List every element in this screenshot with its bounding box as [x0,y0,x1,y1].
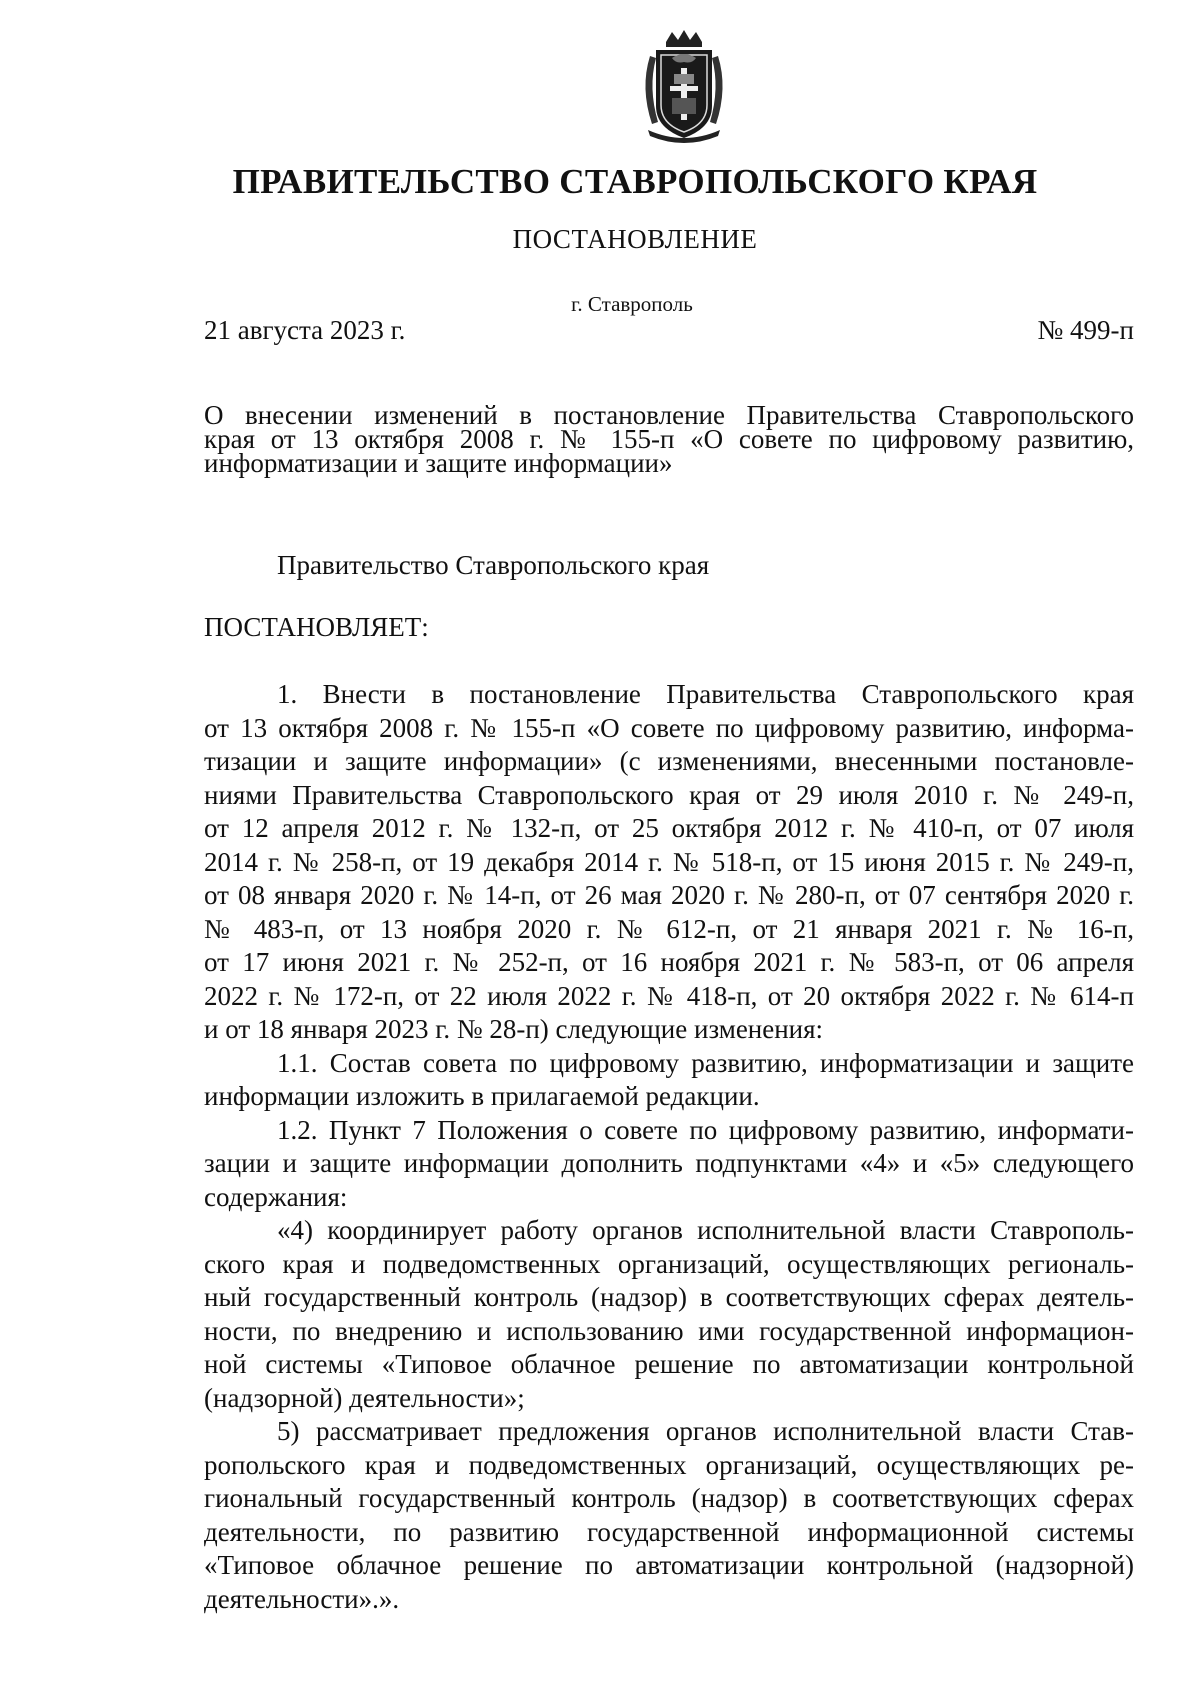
body-line: содержания: [204,1181,348,1212]
document-date: 21 августа 2023 г. [204,315,406,345]
document-subject [204,400,1134,478]
body-line: «Типовое облачное решение по автоматизации контрольной (надзорной) [204,1550,1134,1580]
body-line: информации изложить в прилагаемой редакции. [204,1081,760,1111]
body-line: (надзорной) деятельности»; [204,1382,525,1413]
subject-line: края от 13 октября 2008 г. № 155-п «О совете по цифровому развитию, [204,424,1134,454]
coat-of-arms-icon [636,28,732,148]
preamble-government: Правительство Ставропольского края [277,550,710,580]
body-line: ропольского края и подведомственных организаций, осуществляющих ре- [204,1449,1134,1480]
body-line: от 17 июня 2021 г. № 252-п, от 16 ноября 2021 г. № 583-п, от 06 апреля [204,947,1134,977]
body-line: ности, по внедрению и использованию ими государственной информацион- [204,1315,1134,1346]
document-body [204,678,1134,1616]
body-line: 1.1. Состав совета по цифровому развитию, информатизации и защите [277,1047,1134,1078]
body-line: деятельности».». [204,1583,400,1614]
organization-title: ПРАВИТЕЛЬСТВО СТАВРОПОЛЬСКОГО КРАЯ [232,162,1038,201]
body-line: ниями Правительства Ставропольского края от 29 июля 2010 г. № 249-п, [204,779,1134,810]
subject-line: О внесении изменений в постановление Правительства Ставропольского [204,400,1134,430]
preamble-decrees: ПОСТАНОВЛЯЕТ: [204,612,429,642]
subject-line: информатизации и защите информации» [204,448,673,478]
body-line: № 483-п, от 13 ноября 2020 г. № 612-п, от 21 января 2021 г. № 16-п, [204,913,1134,944]
body-line: и от 18 января 2023 г. № 28-п) следующие изменения: [204,1014,824,1044]
body-line: от 12 апреля 2012 г. № 132-п, от 25 октября 2012 г. № 410-п, от 07 июля [204,813,1134,843]
body-line: деятельности, по развитию государственной информационной системы [204,1516,1134,1547]
issuing-city: г. Ставрополь [571,292,693,316]
body-line: «4) координирует работу органов исполнительной власти Ставрополь- [277,1215,1134,1245]
body-line: от 08 января 2020 г. № 14-п, от 26 мая 2020 г. № 280-п, от 07 сентября 2020 г. [204,880,1134,910]
body-line: 1.2. Пункт 7 Положения о совете по цифровому развитию, информати- [277,1114,1134,1145]
body-line: 1. Внести в постановление Правительства Ставропольского края [277,679,1134,709]
body-line: 2014 г. № 258-п, от 19 декабря 2014 г. № 518-п, от 15 июня 2015 г. № 249-п, [204,846,1134,877]
document-type: ПОСТАНОВЛЕНИЕ [512,224,758,254]
body-line: ского края и подведомственных организаций, осуществляющих региональ- [204,1248,1134,1279]
document-number: № 499-п [1037,315,1134,345]
body-line: тизации и защите информации» (с изменениями, внесенными постановле- [204,746,1134,776]
body-line: зации и защите информации дополнить подпунктами «4» и «5» следующего [204,1148,1134,1178]
body-line: ный государственный контроль (надзор) в соответствующих сферах деятель- [204,1282,1134,1312]
body-line: гиональный государственный контроль (надзор) в соответствующих сферах [204,1483,1134,1513]
body-line: 5) рассматривает предложения органов исполнительной власти Став- [277,1416,1134,1446]
body-line: ной системы «Типовое облачное решение по автоматизации контрольной [204,1349,1134,1379]
body-line: 2022 г. № 172-п, от 22 июля 2022 г. № 418-п, от 20 октября 2022 г. № 614-п [204,980,1134,1011]
body-line: от 13 октября 2008 г. № 155-п «О совете по цифровому развитию, информа- [204,712,1134,743]
